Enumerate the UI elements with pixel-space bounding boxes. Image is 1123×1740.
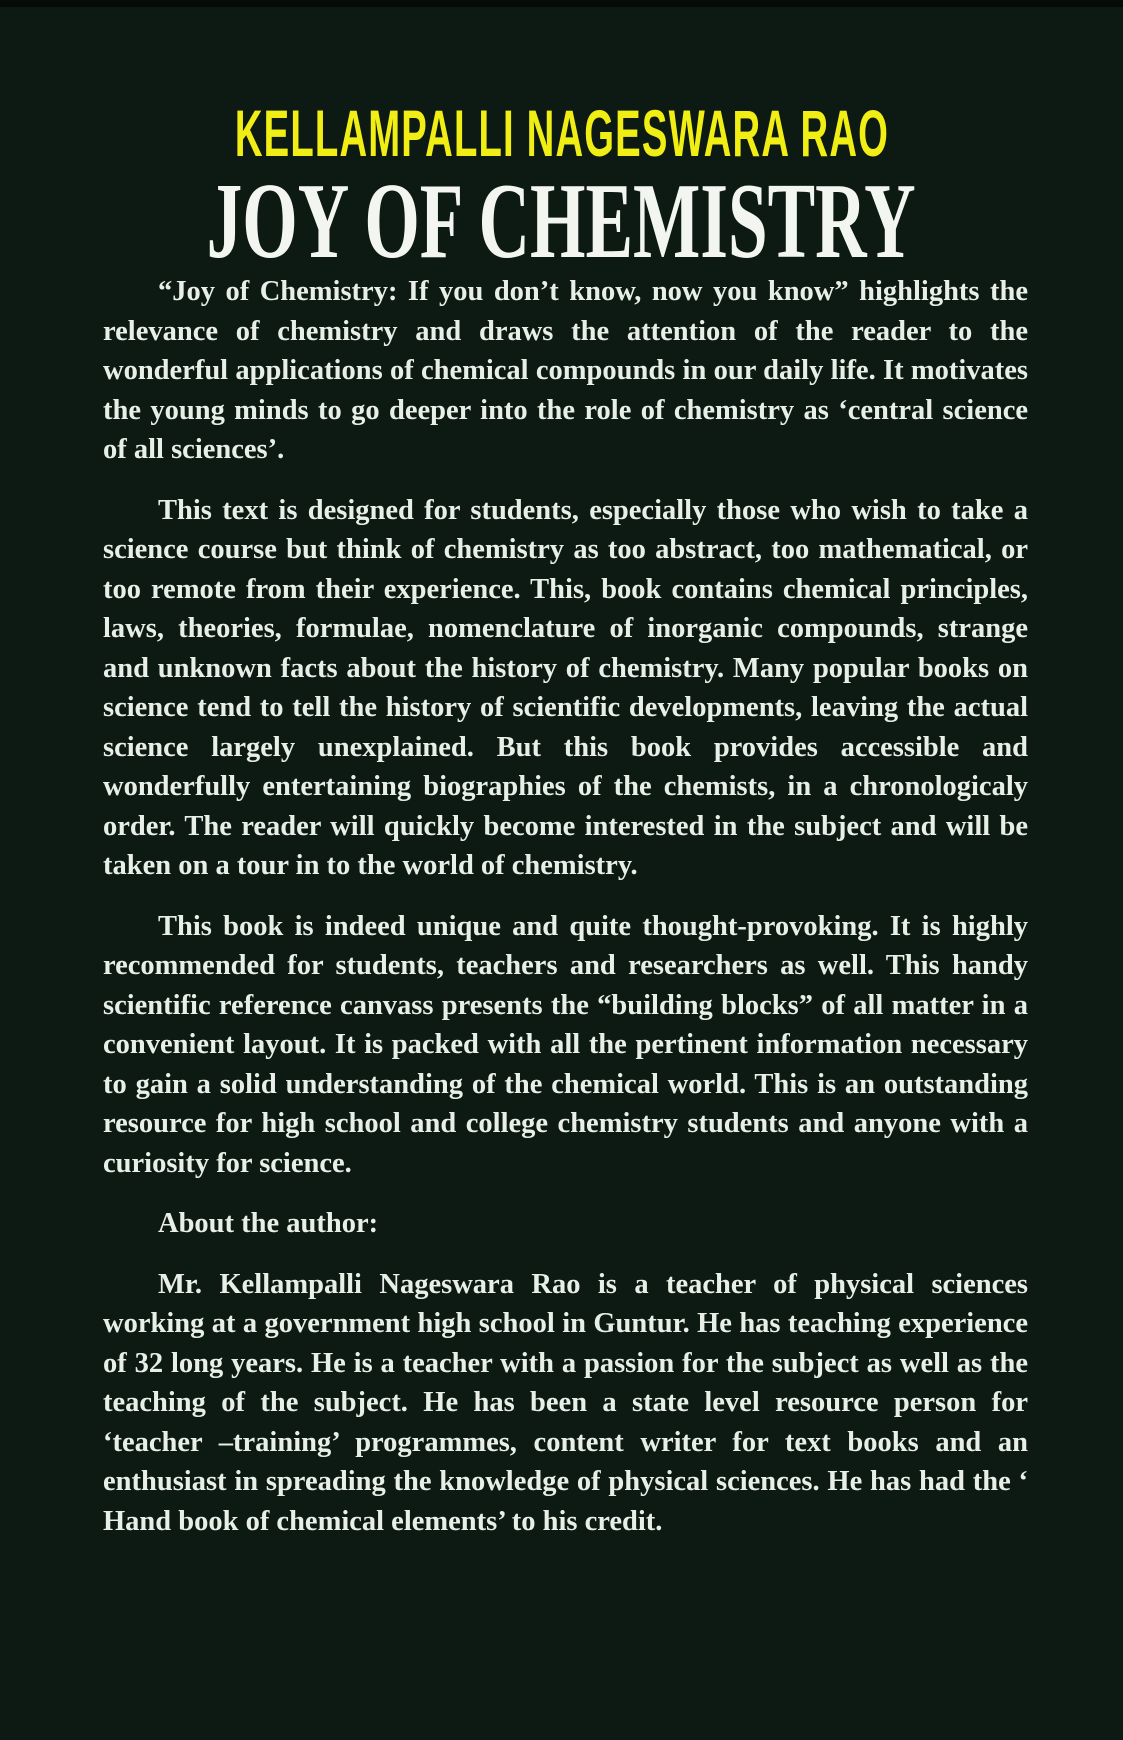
author-bio-paragraph: Mr. Kellampalli Nageswara Rao is a teacher of physical sciences working at a government high school in Guntur. He has teaching experience of 32 long years. He is a teacher with a passion for the subject as well as the teaching of the subject. He has been a state level resource person for ‘teacher –training’ programmes, content writer for text books and an enthusiast in spreading the knowledge of physical sciences. He has had the ‘ Hand book of chemical elements’ to his credit. — [103, 1268, 1028, 1537]
book-title-heading: JOY OF CHEMISTRY — [206, 162, 916, 281]
author-name-heading: KELLAMPALLI NAGESWARA RAO — [234, 96, 889, 170]
top-edge-shadow — [0, 0, 1123, 7]
blurb-paragraph-recommendation: This book is indeed unique and quite thought-provoking. It is highly recommended for students, teachers and researchers as well. This handy scientific reference canvass presents the “building blocks” of all matter in a convenient layout. It is packed with all the pertinent information necessary to gain a solid understanding of the chemical world. This is an outstanding resource for high school and college chemistry students and anyone with a curiosity for science. — [103, 910, 1028, 1179]
blurb-paragraph-description: This text is designed for students, especially those who wish to take a science course but think of chemistry as too abstract, too mathematical, or too remote from their experience. This, book contains chemical principles, laws, theories, formulae, nomenclature of inorganic compounds, strange and unknown facts about the history of chemistry. Many popular books on science tend to tell the history of scientific developments, leaving the actual science largely unexplained. But this book provides accessible and wonderfully entertaining biographies of the chemists, in a chronologicaly order. The reader will quickly become interested in the subject and will be taken on a tour in to the world of chemistry. — [103, 494, 1028, 881]
back-cover-blurb — [103, 272, 1028, 1562]
about-the-author-heading: About the author: — [158, 1208, 379, 1239]
cover-header — [0, 96, 1123, 281]
blurb-paragraph-intro: “Joy of Chemistry: If you don’t know, now you know” highlights the relevance of chemistry and draws the attention of the reader to the wonderful applications of chemical compounds in our daily life. It motivates the young minds to go deeper into the role of chemistry as ‘central science of all sciences’. — [103, 276, 1028, 465]
